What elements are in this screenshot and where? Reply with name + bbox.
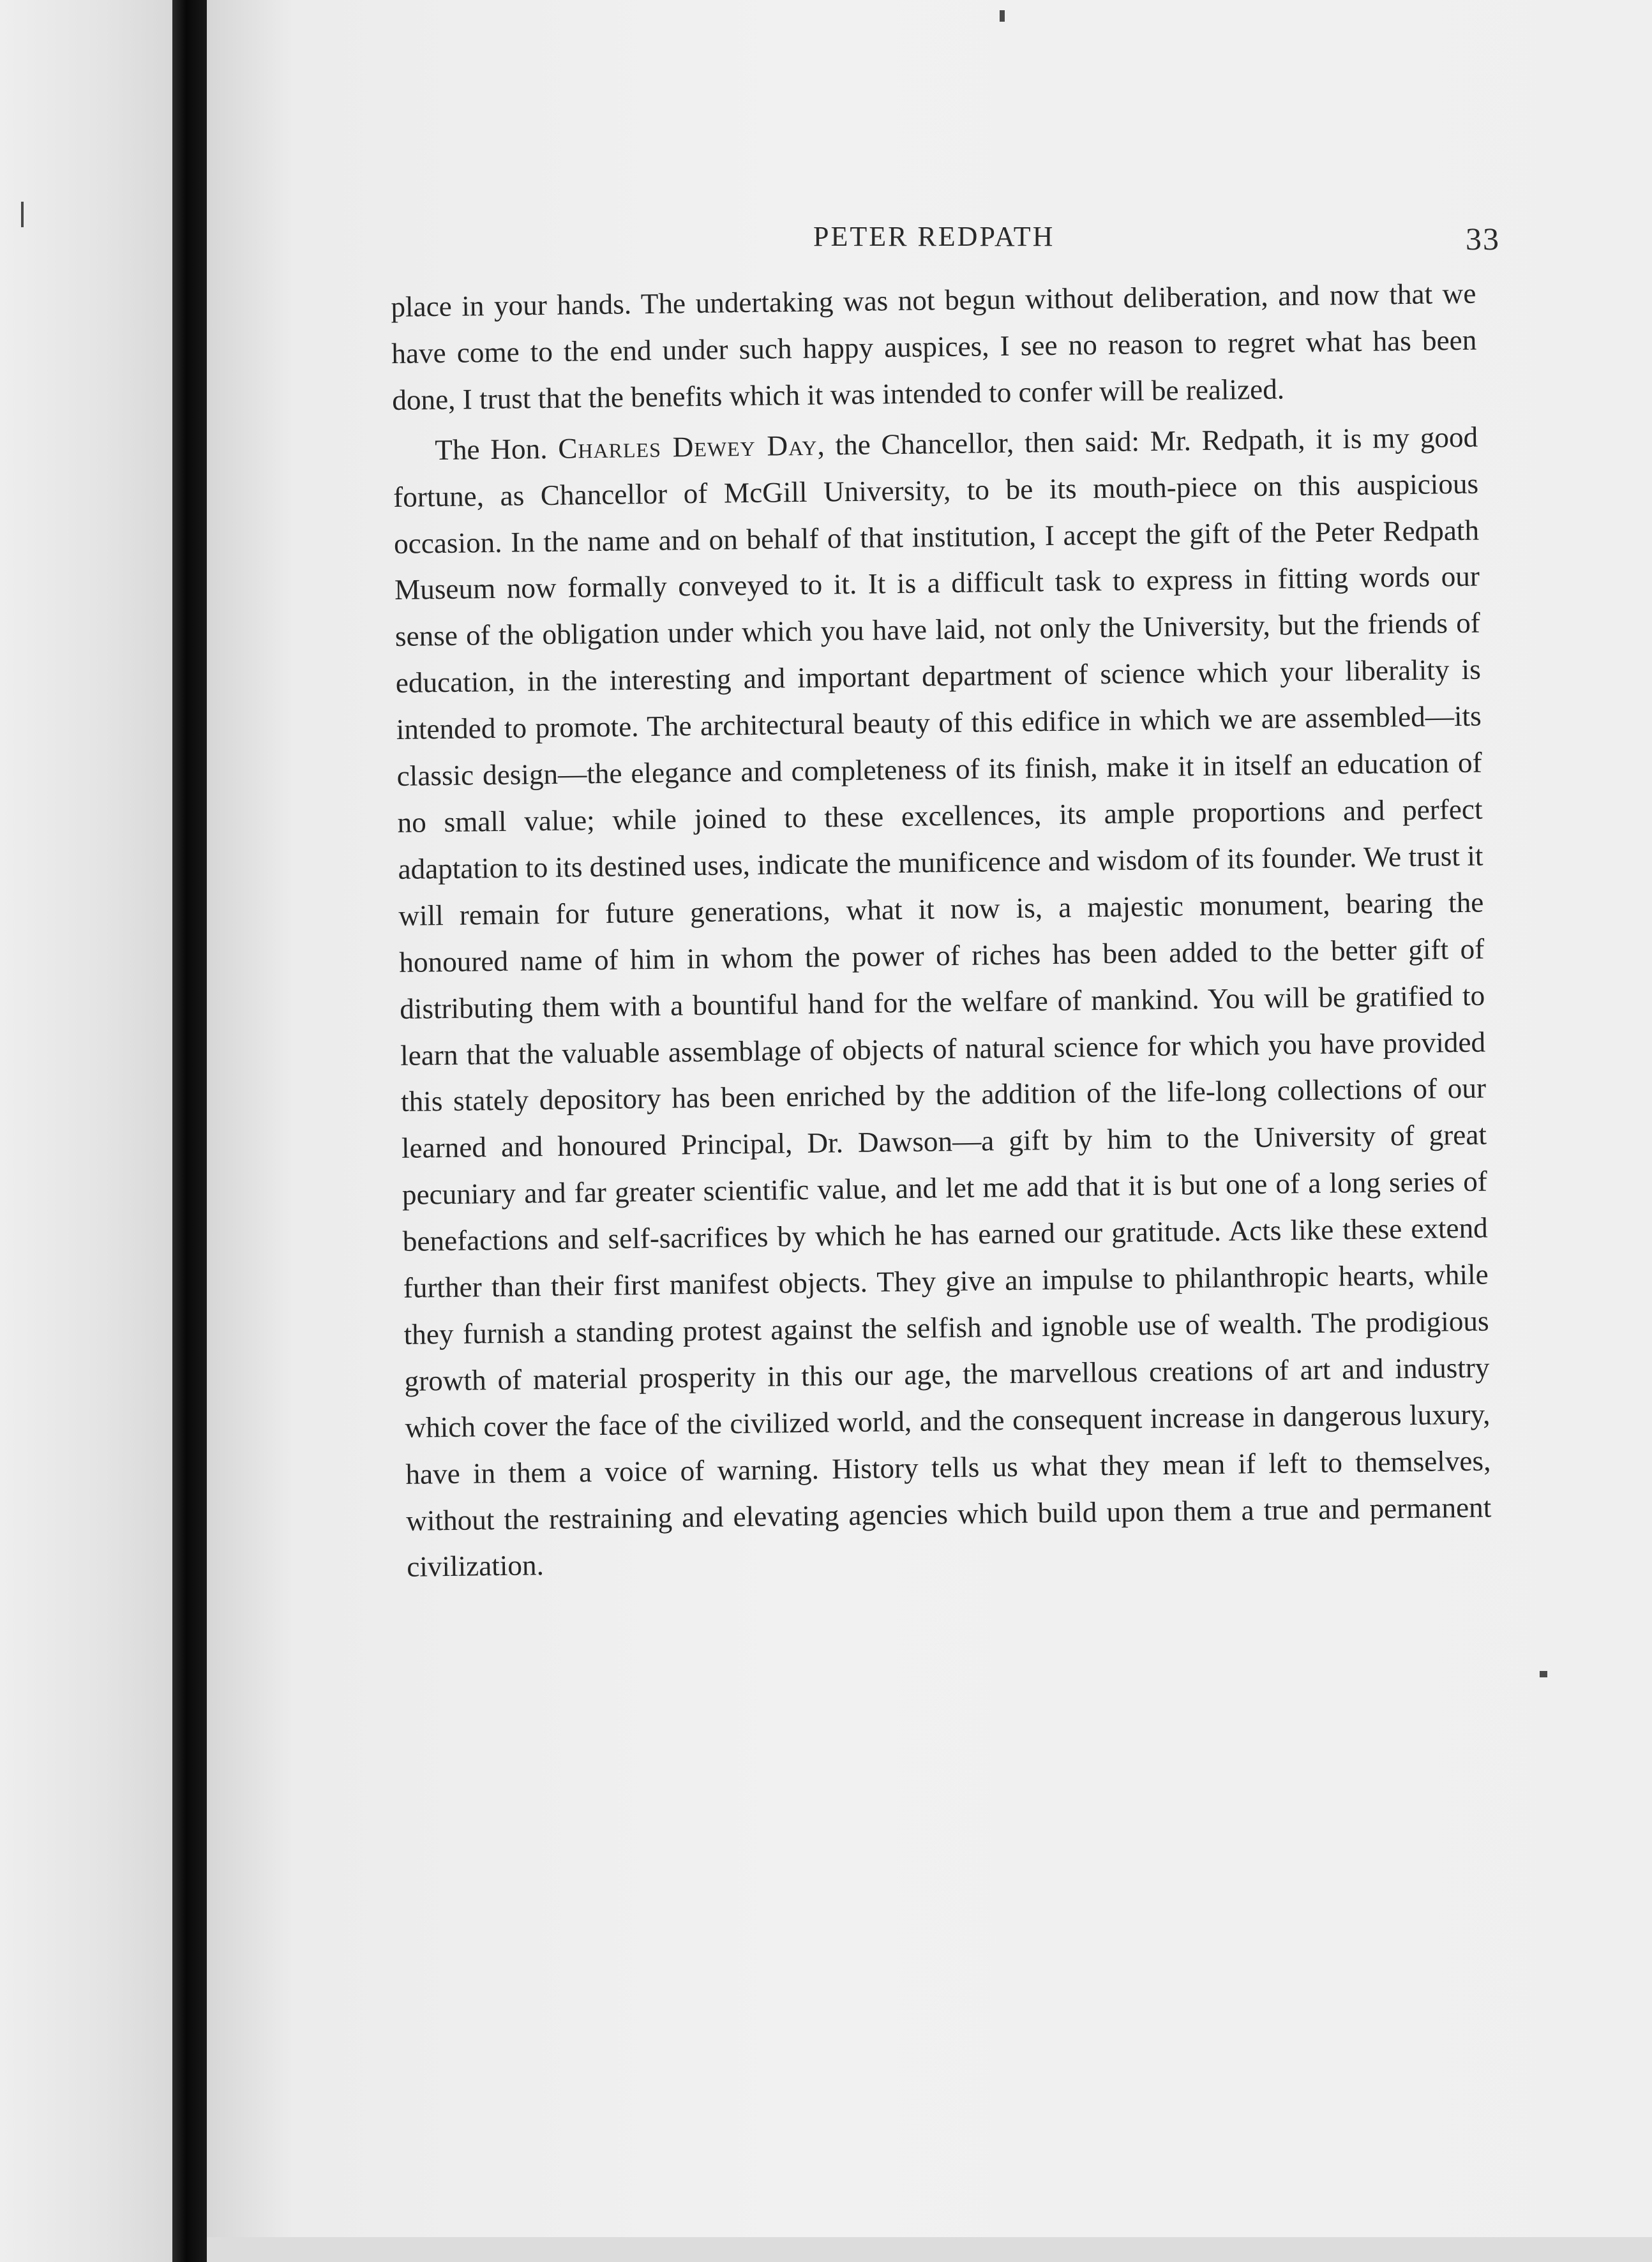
dust-speck xyxy=(21,202,24,227)
book-gutter xyxy=(172,0,207,2262)
running-head xyxy=(785,220,1500,258)
paragraph-continuation: place in your hands. The undertaking was not begun without deliberation, and now that we have come to the end under such happy auspices, I see no reason to regret what has been done, I trust that the benefits which it was intended to confer will be realized. xyxy=(391,277,1477,416)
page-bottom-edge xyxy=(207,2237,1652,2262)
dust-speck xyxy=(1540,1671,1547,1677)
paragraph-intro: The Hon. xyxy=(434,432,559,466)
dust-speck xyxy=(1000,10,1005,22)
paragraph-text: , the Chancellor, then said: Mr. Redpath, it is my good fortune, as Chancellor of McGill University, to be its mouth-piece on this auspicious occasion. In the name and on behalf of that institution, I accept the gift of the Peter Redpath Museum now formally conveyed to it. It is a difficult task to express in fitting words our sense of the obligation under which you have laid, not only the University, but the friends of education, in the interesting and important department of science which your liberality is intended to promote. The architectural beauty of this edifice in which we are assembled—its classic design—the elegance and completeness of its finish, make it in itself an education of no small value; while joined to these excellences, its ample proportions and perfect adaptation to its destined uses, indicate the munificence and wisdom of its founder. We trust it will remain for future generations, what it now is, a majestic monument, bearing the honoured name of him in whom the power of riches has been added to the better gift of distributing them with a bountiful hand for the welfare of mankind. You will be gratified to learn that the valuable assemblage of objects of natural science for which you have provided this stately depository has been enriched by the addition of the life-long collections of our learned and honoured Principal, Dr. Dawson—a gift by him to the University of great pecuniary and far greater scientific value, and let me add that it is but one of a long series of benefactions and self-sacrifices by which he has earned our gratitude. Acts like these extend further than their first manifest objects. They give an impulse to philanthropic hearts, while they furnish a standing protest against the selfish and ignoble use of wealth. The prodigious growth of material prosperity in this our age, the marvellous creations of art and industry which cover the face of the civilized world, and the consequent increase in dangerous luxury, have in them a voice of warning. History tells us what they mean if left to themselves, without the restraining and elevating agencies which build upon them a true and permanent civilization. xyxy=(393,421,1492,1584)
paragraph-chancellor-speech xyxy=(393,414,1492,1591)
adjacent-page-edge xyxy=(0,0,172,2262)
running-title: PETER REDPATH xyxy=(813,221,1055,252)
body-text xyxy=(391,271,1492,1591)
page-number: 33 xyxy=(1466,221,1500,257)
speaker-name: Charles Dewey Day xyxy=(557,429,818,465)
